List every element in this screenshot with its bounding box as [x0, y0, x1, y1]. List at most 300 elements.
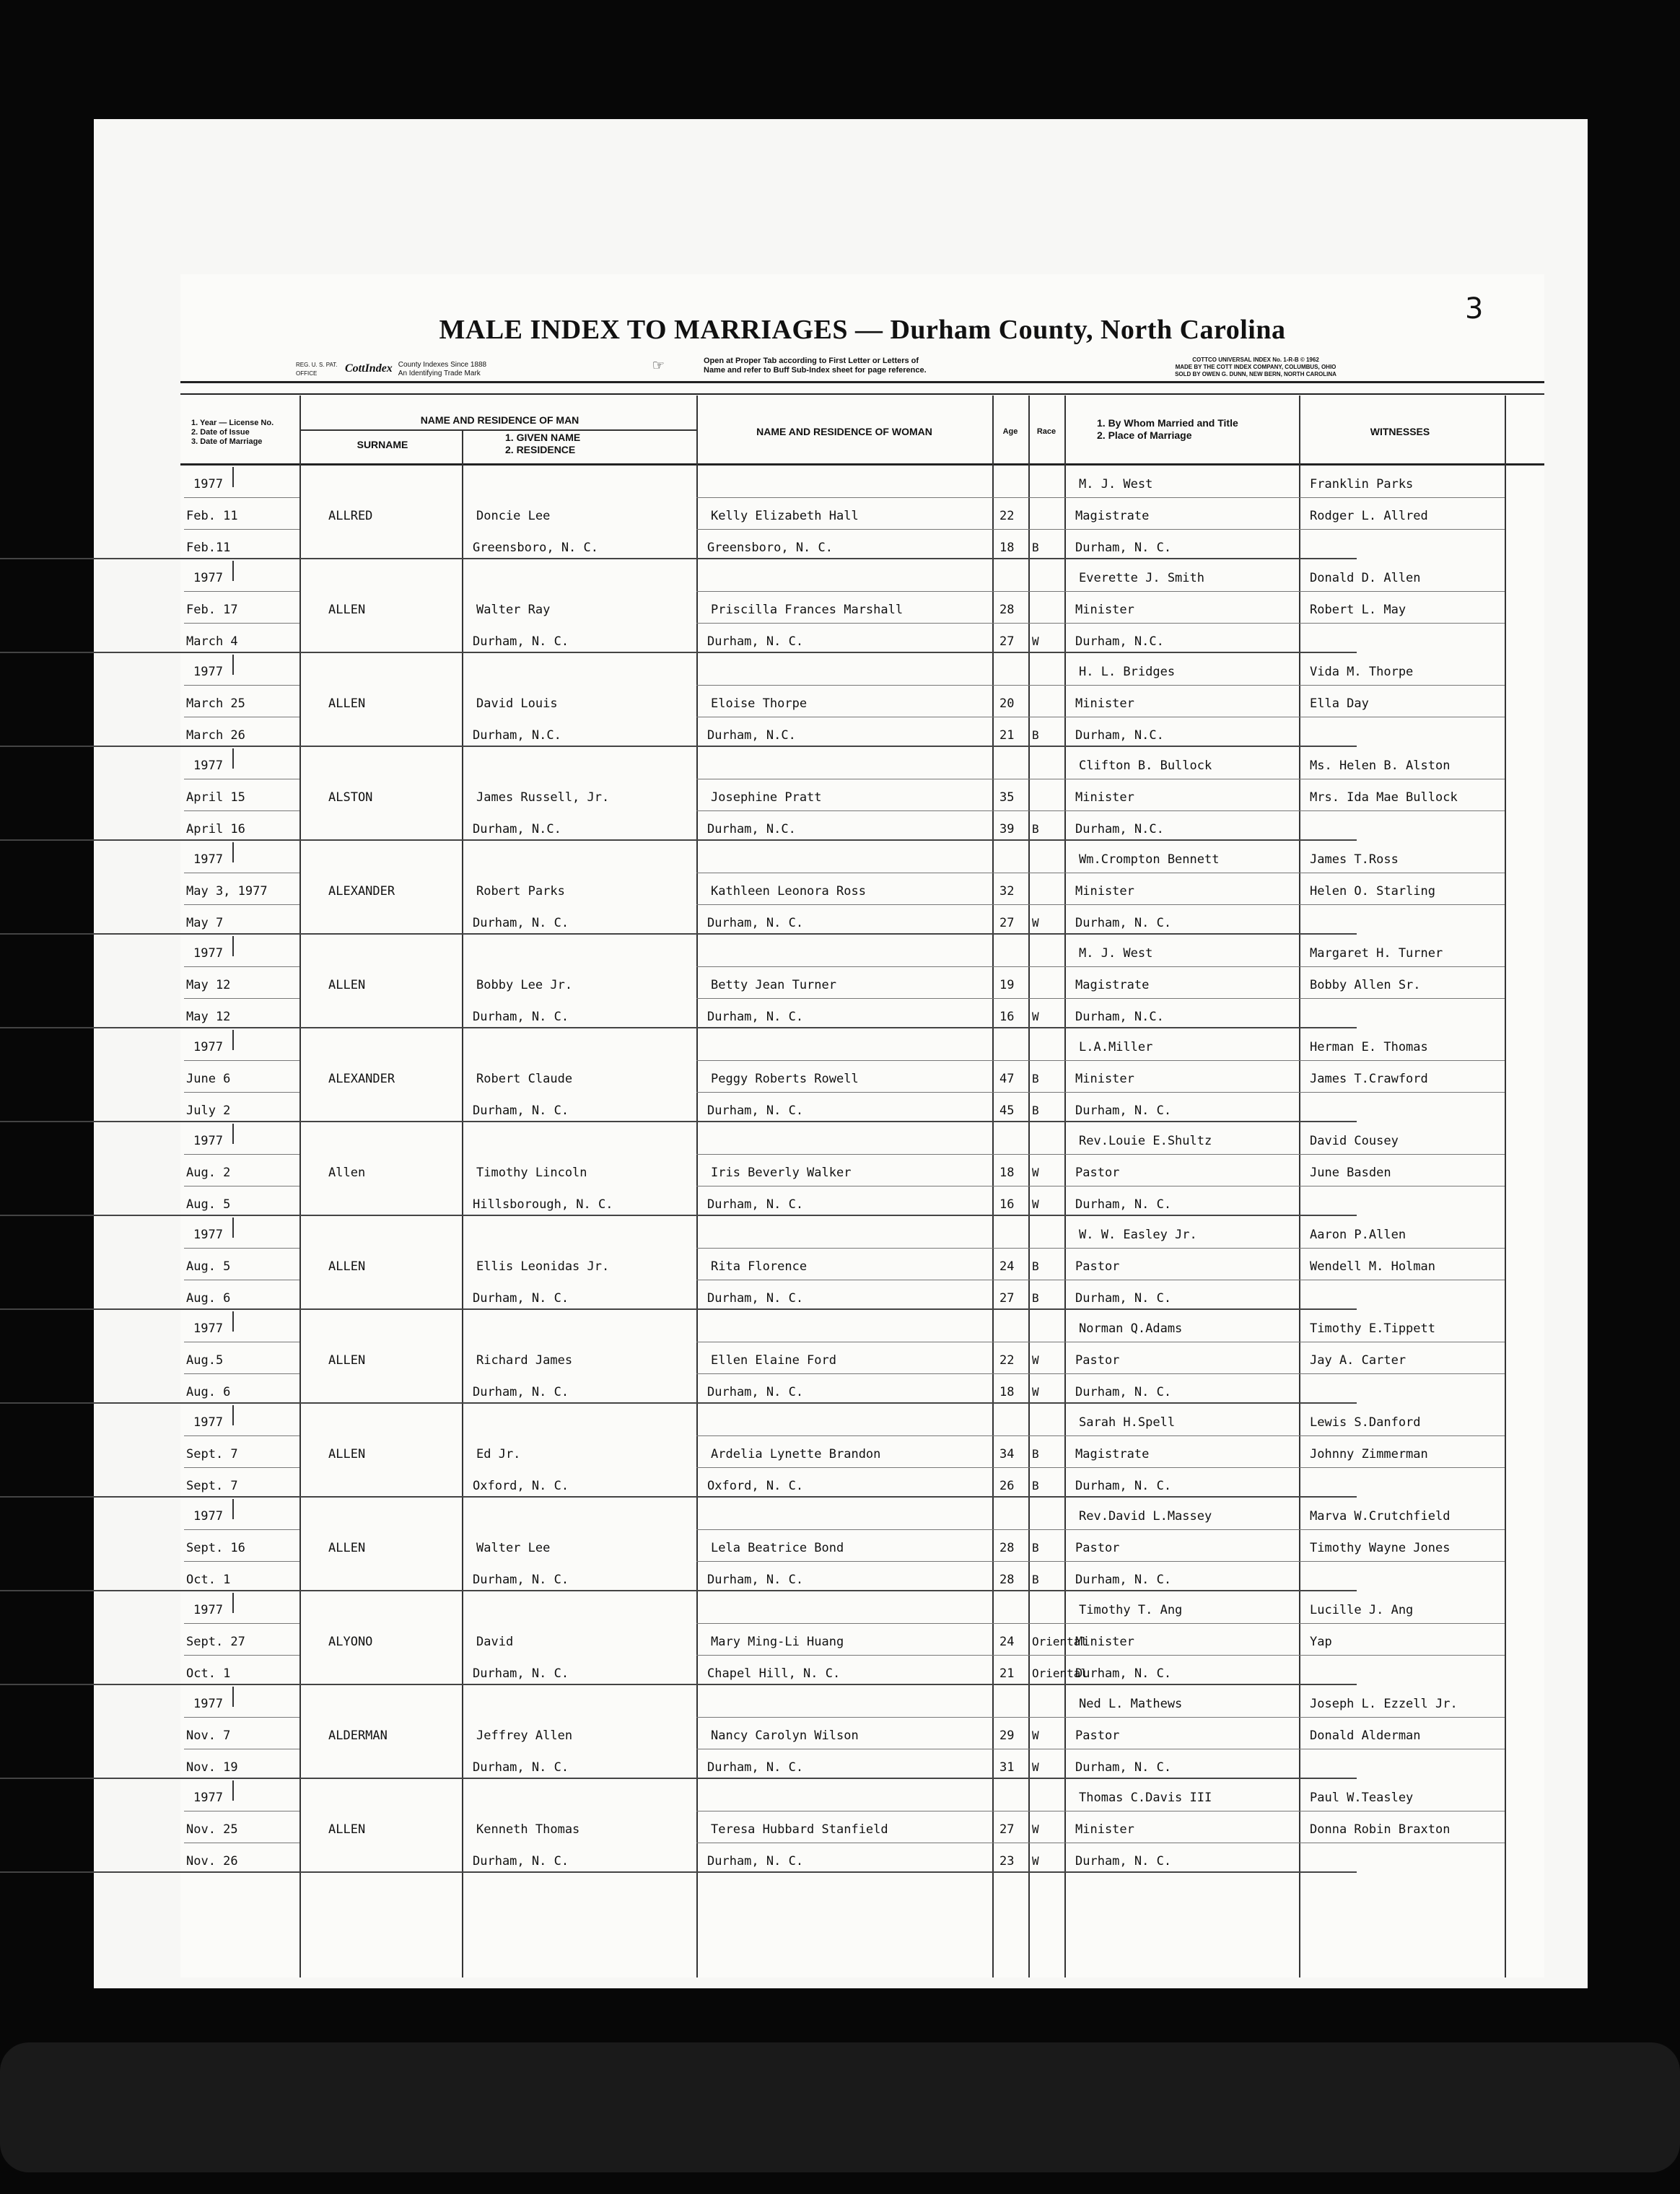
entry-line: [696, 1435, 1505, 1436]
entry-woman-name: Ellen Elaine Ford: [711, 1353, 836, 1368]
entry-residence: Durham, N. C.: [473, 634, 569, 649]
column-divider: [462, 429, 463, 1977]
entry-race-woman: W: [1032, 1760, 1039, 1774]
entry-woman-residence: Durham, N. C.: [707, 1197, 804, 1212]
entry-race-woman: B: [1032, 1103, 1039, 1117]
entry-woman-name: Lela Beatrice Bond: [711, 1541, 844, 1555]
entry-marriage-date: Aug. 6: [186, 1291, 231, 1306]
year-box-edge: [232, 1405, 234, 1425]
entry-line: [184, 529, 299, 530]
year-box-edge: [232, 467, 234, 487]
year-box-edge: [232, 936, 234, 956]
entry-issue-date: Sept. 16: [186, 1541, 245, 1555]
entry-age-woman: 39: [999, 822, 1015, 836]
entry-witness-1: Donald D. Allen: [1310, 571, 1421, 585]
entry-woman-name: Iris Beverly Walker: [711, 1166, 852, 1180]
entry-line: [184, 1623, 299, 1624]
entry-age-man: 19: [999, 978, 1015, 992]
entry-given-name: David Louis: [476, 696, 558, 711]
entry-issue-date: March 25: [186, 696, 245, 711]
entry-year: 1977: [193, 1134, 223, 1148]
entry-witness-2: Helen O. Starling: [1310, 884, 1435, 899]
entry-age-man: 22: [999, 509, 1015, 523]
entry-officiant: Timothy T. Ang: [1079, 1603, 1183, 1617]
entry-given-name: David: [476, 1635, 514, 1649]
publisher-prefix: REG. U. S. PAT. OFFICE: [296, 362, 338, 377]
entry-marriage-date: May 7: [186, 916, 224, 930]
entry-witness-1: David Cousey: [1310, 1134, 1399, 1148]
pointing-hand-icon: ☞: [653, 355, 664, 375]
entry-race-man: W: [1032, 1166, 1039, 1179]
header-witnesses: WITNESSES: [1370, 426, 1430, 437]
entry-surname: ALYONO: [328, 1635, 373, 1649]
entry-year: 1977: [193, 1415, 223, 1430]
page-number: 3: [1465, 292, 1484, 325]
copyright-line-2: MADE BY THE COTT INDEX COMPANY, COLUMBUS, OHIO: [1175, 364, 1336, 370]
entry-line: [696, 998, 1505, 999]
entry-officiant: H. L. Bridges: [1079, 665, 1176, 679]
entry-year: 1977: [193, 571, 223, 585]
entry-issue-date: April 15: [186, 790, 245, 805]
entry-line: [696, 685, 1505, 686]
entry-given-name: Walter Lee: [476, 1541, 551, 1555]
entry-officiant: M. J. West: [1079, 477, 1153, 491]
entry-given-name: Timothy Lincoln: [476, 1166, 587, 1180]
column-divider: [299, 395, 301, 1977]
entry-line: [184, 591, 299, 592]
title-rule: [180, 381, 1544, 383]
entry-place: Durham, N. C.: [1075, 916, 1172, 930]
entry-surname: ALLEN: [328, 1259, 366, 1274]
entry-issue-date: Sept. 27: [186, 1635, 245, 1649]
entry-divider: [0, 1590, 1357, 1591]
entry-officiant-title: Minister: [1075, 790, 1134, 805]
entry-divider: [0, 1684, 1357, 1685]
copyright-line-1: COTTCO UNIVERSAL INDEX No. 1-R-B © 1962: [1192, 357, 1319, 363]
entry-officiant: Thomas C.Davis III: [1079, 1791, 1212, 1805]
entry-officiant: Wm.Crompton Bennett: [1079, 852, 1220, 867]
entry-witness-1: Timothy E.Tippett: [1310, 1321, 1435, 1336]
entry-line: [696, 497, 1505, 498]
entry-year: 1977: [193, 1321, 223, 1336]
entry-given-name: Walter Ray: [476, 603, 551, 617]
entry-given-name: Ed Jr.: [476, 1447, 521, 1461]
entry-line: [184, 1060, 299, 1061]
entry-race-man: W: [1032, 1728, 1039, 1742]
entry-witness-1: Margaret H. Turner: [1310, 946, 1443, 961]
entry-divider: [0, 839, 1357, 841]
entry-race-woman: W: [1032, 1010, 1039, 1023]
entry-line: [696, 1248, 1505, 1249]
man-group-rule: [299, 429, 696, 431]
entry-line: [184, 1717, 299, 1718]
entry-race-woman: W: [1032, 1854, 1039, 1868]
entry-year: 1977: [193, 1603, 223, 1617]
entry-line: [696, 529, 1505, 530]
entry-race-woman: B: [1032, 728, 1039, 742]
entry-issue-date: Nov. 7: [186, 1728, 231, 1743]
entry-residence: Greensboro, N. C.: [473, 541, 598, 555]
year-box-edge: [232, 1499, 234, 1519]
entry-given-name: Ellis Leonidas Jr.: [476, 1259, 610, 1274]
entry-age-woman: 26: [999, 1479, 1015, 1493]
entry-officiant-title: Minister: [1075, 884, 1134, 899]
entry-marriage-date: March 4: [186, 634, 238, 649]
entry-woman-name: Teresa Hubbard Stanfield: [711, 1822, 888, 1837]
entry-race-woman: W: [1032, 916, 1039, 930]
entry-issue-date: Feb. 17: [186, 603, 238, 617]
entry-residence: Durham, N. C.: [473, 1573, 569, 1587]
entry-issue-date: Aug. 2: [186, 1166, 231, 1180]
publisher-copyright: [1126, 357, 1386, 378]
entry-officiant-title: Minister: [1075, 1635, 1134, 1649]
entry-witness-1: Aaron P.Allen: [1310, 1228, 1406, 1242]
entry-surname: ALLEN: [328, 1353, 366, 1368]
entry-race-woman: W: [1032, 1385, 1039, 1399]
entry-surname: ALLEN: [328, 603, 366, 617]
entry-issue-date: May 12: [186, 978, 231, 992]
entry-marriage-date: Aug. 6: [186, 1385, 231, 1399]
entry-marriage-date: March 26: [186, 728, 245, 743]
entry-age-man: 20: [999, 696, 1015, 711]
entry-place: Durham, N. C.: [1075, 1103, 1172, 1118]
entry-marriage-date: Feb.11: [186, 541, 231, 555]
entry-line: [184, 810, 299, 811]
entry-line: [696, 1060, 1505, 1061]
entry-officiant-title: Pastor: [1075, 1728, 1120, 1743]
entry-place: Durham, N. C.: [1075, 1197, 1172, 1212]
entry-race-woman: W: [1032, 1197, 1039, 1211]
entry-line: [184, 1561, 299, 1562]
entry-officiant: M. J. West: [1079, 946, 1153, 961]
header-surname: SURNAME: [356, 439, 408, 450]
entry-witness-2: Donna Robin Braxton: [1310, 1822, 1451, 1837]
year-box-edge: [232, 655, 234, 675]
entry-race-woman: B: [1032, 1573, 1039, 1586]
entry-woman-residence: Chapel Hill, N. C.: [707, 1666, 841, 1681]
entry-issue-date: Feb. 11: [186, 509, 238, 523]
entry-issue-date: May 3, 1977: [186, 884, 268, 899]
entry-race-woman: B: [1032, 541, 1039, 554]
entry-line: [696, 966, 1505, 967]
entry-surname: ALLEN: [328, 1447, 366, 1461]
entry-line: [696, 1655, 1505, 1656]
entry-age-man: 24: [999, 1259, 1015, 1274]
entry-given-name: Jeffrey Allen: [476, 1728, 573, 1743]
entry-place: Durham, N.C.: [1075, 822, 1164, 836]
entry-line: [184, 497, 299, 498]
entry-place: Durham, N.C.: [1075, 634, 1164, 649]
entry-age-man: 47: [999, 1072, 1015, 1086]
entry-witness-2: Bobby Allen Sr.: [1310, 978, 1421, 992]
entry-place: Durham, N. C.: [1075, 1385, 1172, 1399]
entry-residence: Durham, N. C.: [473, 1666, 569, 1681]
entry-place: Durham, N. C.: [1075, 1573, 1172, 1587]
entry-line: [696, 1717, 1505, 1718]
publisher-logo: CottIndex: [345, 362, 393, 375]
entry-woman-name: Eloise Thorpe: [711, 696, 808, 711]
entry-residence: Durham, N. C.: [473, 1010, 569, 1024]
entry-surname: ALSTON: [328, 790, 373, 805]
entry-witness-2: Rodger L. Allred: [1310, 509, 1428, 523]
entry-age-man: 22: [999, 1353, 1015, 1368]
entry-line: [696, 623, 1505, 624]
entry-year: 1977: [193, 665, 223, 679]
entry-woman-residence: Durham, N. C.: [707, 1760, 804, 1775]
entry-officiant-title: Minister: [1075, 1822, 1134, 1837]
entry-line: [696, 1561, 1505, 1562]
entry-age-woman: 18: [999, 1385, 1015, 1399]
entry-officiant: Sarah H.Spell: [1079, 1415, 1176, 1430]
entry-age-woman: 27: [999, 634, 1015, 649]
entry-woman-residence: Durham, N. C.: [707, 1573, 804, 1587]
entry-place: Durham, N. C.: [1075, 1291, 1172, 1306]
entry-woman-residence: Durham, N. C.: [707, 916, 804, 930]
entry-year: 1977: [193, 1040, 223, 1054]
header-race: Race: [1036, 427, 1056, 436]
instructions-line-2: Name and refer to Buff Sub-Index sheet for page reference.: [704, 366, 927, 375]
entry-race-man: W: [1032, 1353, 1039, 1367]
entry-race-woman: B: [1032, 1291, 1039, 1305]
index-sheet: [180, 274, 1544, 1977]
publisher-trademark: [296, 361, 556, 378]
entry-surname: ALEXANDER: [328, 1072, 395, 1086]
entry-line: [184, 1435, 299, 1436]
entry-officiant-title: Pastor: [1075, 1353, 1120, 1368]
entry-residence: Durham, N.C.: [473, 822, 561, 836]
entry-given-name: James Russell, Jr.: [476, 790, 610, 805]
entry-woman-residence: Durham, N. C.: [707, 1385, 804, 1399]
year-box-edge: [232, 1030, 234, 1050]
entry-race-man: B: [1032, 1072, 1039, 1085]
entry-woman-name: Priscilla Frances Marshall: [711, 603, 904, 617]
entry-issue-date: Nov. 25: [186, 1822, 238, 1837]
year-box-edge: [232, 1593, 234, 1613]
entry-witness-2: Johnny Zimmerman: [1310, 1447, 1428, 1461]
header-man-group: NAME AND RESIDENCE OF MAN: [420, 414, 579, 426]
entry-line: [184, 1467, 299, 1468]
entry-marriage-date: Nov. 26: [186, 1854, 238, 1869]
year-box-edge: [232, 1218, 234, 1238]
entry-line: [184, 1092, 299, 1093]
entry-officiant-title: Pastor: [1075, 1541, 1120, 1555]
entry-divider: [0, 1871, 1357, 1873]
entry-age-woman: 21: [999, 728, 1015, 743]
entry-age-woman: 18: [999, 541, 1015, 555]
entry-officiant: Norman Q.Adams: [1079, 1321, 1183, 1336]
entry-residence: Durham, N. C.: [473, 1760, 569, 1775]
entry-line: [696, 810, 1505, 811]
entry-race-man: B: [1032, 1447, 1039, 1461]
entry-line: [184, 904, 299, 905]
entry-line: [184, 685, 299, 686]
publisher-instructions: [704, 357, 1036, 375]
film-edge: [0, 2042, 1680, 2172]
entry-divider: [0, 652, 1357, 653]
entry-issue-date: June 6: [186, 1072, 231, 1086]
entry-officiant: L.A.Miller: [1079, 1040, 1153, 1054]
header-woman: NAME AND RESIDENCE OF WOMAN: [756, 426, 932, 437]
entry-age-woman: 16: [999, 1197, 1015, 1212]
entry-residence: Durham, N. C.: [473, 1385, 569, 1399]
entry-age-woman: 31: [999, 1760, 1015, 1775]
entry-witness-1: Lucille J. Ang: [1310, 1603, 1414, 1617]
entry-woman-residence: Durham, N.C.: [707, 728, 796, 743]
entry-residence: Durham, N.C.: [473, 728, 561, 743]
entry-woman-name: Kathleen Leonora Ross: [711, 884, 866, 899]
entry-witness-2: Ella Day: [1310, 696, 1369, 711]
entry-witness-1: Marva W.Crutchfield: [1310, 1509, 1451, 1524]
entry-issue-date: Aug. 5: [186, 1259, 231, 1274]
header-officiant: 1. By Whom Married and Title 2. Place of Marriage: [1097, 417, 1238, 441]
entry-surname: ALLEN: [328, 1822, 366, 1837]
entry-year: 1977: [193, 852, 223, 867]
entry-woman-name: Peggy Roberts Rowell: [711, 1072, 859, 1086]
entry-witness-2: Jay A. Carter: [1310, 1353, 1406, 1368]
entry-age-woman: 21: [999, 1666, 1015, 1681]
column-divider: [992, 395, 994, 1977]
entry-woman-residence: Durham, N. C.: [707, 1854, 804, 1869]
entry-surname: ALLRED: [328, 509, 373, 523]
entry-race-man: B: [1032, 1259, 1039, 1273]
entry-given-name: Doncie Lee: [476, 509, 551, 523]
entry-witness-1: Ms. Helen B. Alston: [1310, 759, 1451, 773]
entry-woman-residence: Greensboro, N. C.: [707, 541, 833, 555]
header-given-residence: 1. GIVEN NAME 2. RESIDENCE: [505, 432, 581, 455]
entry-woman-name: Ardelia Lynette Brandon: [711, 1447, 881, 1461]
entry-officiant: Everette J. Smith: [1079, 571, 1204, 585]
entry-line: [696, 1092, 1505, 1093]
entry-residence: Hillsborough, N. C.: [473, 1197, 613, 1212]
publisher-text-2: An Identifying Trade Mark: [398, 370, 481, 377]
entry-age-woman: 23: [999, 1854, 1015, 1869]
entry-line: [184, 1373, 299, 1374]
entry-line: [184, 998, 299, 999]
entry-year: 1977: [193, 1697, 223, 1711]
entry-year: 1977: [193, 1791, 223, 1805]
column-divider: [1028, 395, 1030, 1977]
entry-officiant-title: Pastor: [1075, 1259, 1120, 1274]
entry-witness-1: Paul W.Teasley: [1310, 1791, 1414, 1805]
entry-officiant-title: Minister: [1075, 696, 1134, 711]
entry-witness-1: Joseph L. Ezzell Jr.: [1310, 1697, 1458, 1711]
entry-witness-1: Herman E. Thomas: [1310, 1040, 1428, 1054]
entry-woman-residence: Oxford, N. C.: [707, 1479, 804, 1493]
publisher-text-1: County Indexes Since 1888: [398, 361, 487, 369]
entry-officiant-title: Minister: [1075, 1072, 1134, 1086]
entry-divider: [0, 1402, 1357, 1404]
entry-divider: [0, 746, 1357, 747]
entry-line: [696, 1373, 1505, 1374]
column-divider: [696, 395, 698, 1977]
year-box-edge: [232, 1124, 234, 1144]
entry-given-name: Robert Claude: [476, 1072, 573, 1086]
entry-divider: [0, 1308, 1357, 1310]
year-box-edge: [232, 1687, 234, 1707]
entry-age-man: 35: [999, 790, 1015, 805]
entry-year: 1977: [193, 477, 223, 491]
header-top-rule: [180, 393, 1544, 395]
entry-witness-1: Franklin Parks: [1310, 477, 1414, 491]
entry-witness-2: Yap: [1310, 1635, 1332, 1649]
entry-witness-2: June Basden: [1310, 1166, 1391, 1180]
entry-marriage-date: April 16: [186, 822, 245, 836]
entry-line: [696, 904, 1505, 905]
entry-marriage-date: Oct. 1: [186, 1573, 231, 1587]
entry-woman-residence: Durham, N. C.: [707, 634, 804, 649]
header-bottom-rule: [180, 463, 1544, 466]
entry-age-man: 24: [999, 1635, 1015, 1649]
header-age: Age: [1002, 427, 1018, 436]
entry-line: [184, 1529, 299, 1530]
entry-race-man: Oriental: [1032, 1635, 1088, 1648]
entry-officiant: Rev.David L.Massey: [1079, 1509, 1212, 1524]
entry-witness-2: James T.Crawford: [1310, 1072, 1428, 1086]
entry-marriage-date: Aug. 5: [186, 1197, 231, 1212]
entry-officiant: W. W. Easley Jr.: [1079, 1228, 1197, 1242]
entry-age-woman: 28: [999, 1573, 1015, 1587]
entry-age-man: 29: [999, 1728, 1015, 1743]
entry-residence: Durham, N. C.: [473, 1854, 569, 1869]
entry-age-man: 32: [999, 884, 1015, 899]
entry-woman-name: Kelly Elizabeth Hall: [711, 509, 859, 523]
entry-officiant: Rev.Louie E.Shultz: [1079, 1134, 1212, 1148]
entry-age-woman: 27: [999, 916, 1015, 930]
entry-line: [184, 966, 299, 967]
entry-divider: [0, 1027, 1357, 1028]
entry-witness-2: Donald Alderman: [1310, 1728, 1421, 1743]
entry-issue-date: Sept. 7: [186, 1447, 238, 1461]
entry-divider: [0, 1778, 1357, 1779]
entry-line: [184, 1655, 299, 1656]
entry-race-man: B: [1032, 1541, 1039, 1555]
entry-officiant: Ned L. Mathews: [1079, 1697, 1183, 1711]
entry-officiant: Clifton B. Bullock: [1079, 759, 1212, 773]
entry-year: 1977: [193, 1228, 223, 1242]
entry-race-woman: Oriental: [1032, 1666, 1088, 1680]
entry-surname: ALLEN: [328, 1541, 366, 1555]
entry-woman-residence: Durham, N. C.: [707, 1010, 804, 1024]
entry-age-man: 28: [999, 1541, 1015, 1555]
entry-marriage-date: Sept. 7: [186, 1479, 238, 1493]
entry-place: Durham, N. C.: [1075, 1854, 1172, 1869]
header-dates: 1. Year — License No. 2. Date of Issue 3. Date of Marriage: [191, 419, 274, 446]
entry-age-man: 28: [999, 603, 1015, 617]
entry-line: [696, 591, 1505, 592]
entry-age-man: 34: [999, 1447, 1015, 1461]
entry-year: 1977: [193, 1509, 223, 1524]
entry-place: Durham, N. C.: [1075, 1666, 1172, 1681]
entry-officiant-title: Minister: [1075, 603, 1134, 617]
entry-age-woman: 27: [999, 1291, 1015, 1306]
entry-divider: [0, 1121, 1357, 1122]
entry-line: [184, 1154, 299, 1155]
entry-divider: [0, 933, 1357, 935]
entry-woman-residence: Durham, N.C.: [707, 822, 796, 836]
entry-given-name: Robert Parks: [476, 884, 565, 899]
entry-line: [184, 623, 299, 624]
entry-woman-residence: Durham, N. C.: [707, 1291, 804, 1306]
instructions-line-1: Open at Proper Tab according to First Letter or Letters of: [704, 357, 919, 365]
entry-surname: ALLEN: [328, 978, 366, 992]
entry-year: 1977: [193, 759, 223, 773]
entry-divider: [0, 1215, 1357, 1216]
year-box-edge: [232, 842, 234, 862]
entry-place: Durham, N.C.: [1075, 1010, 1164, 1024]
entry-age-woman: 45: [999, 1103, 1015, 1118]
entry-woman-name: Mary Ming-Li Huang: [711, 1635, 844, 1649]
page-title: MALE INDEX TO MARRIAGES — Durham County, North Carolina: [439, 315, 1286, 345]
